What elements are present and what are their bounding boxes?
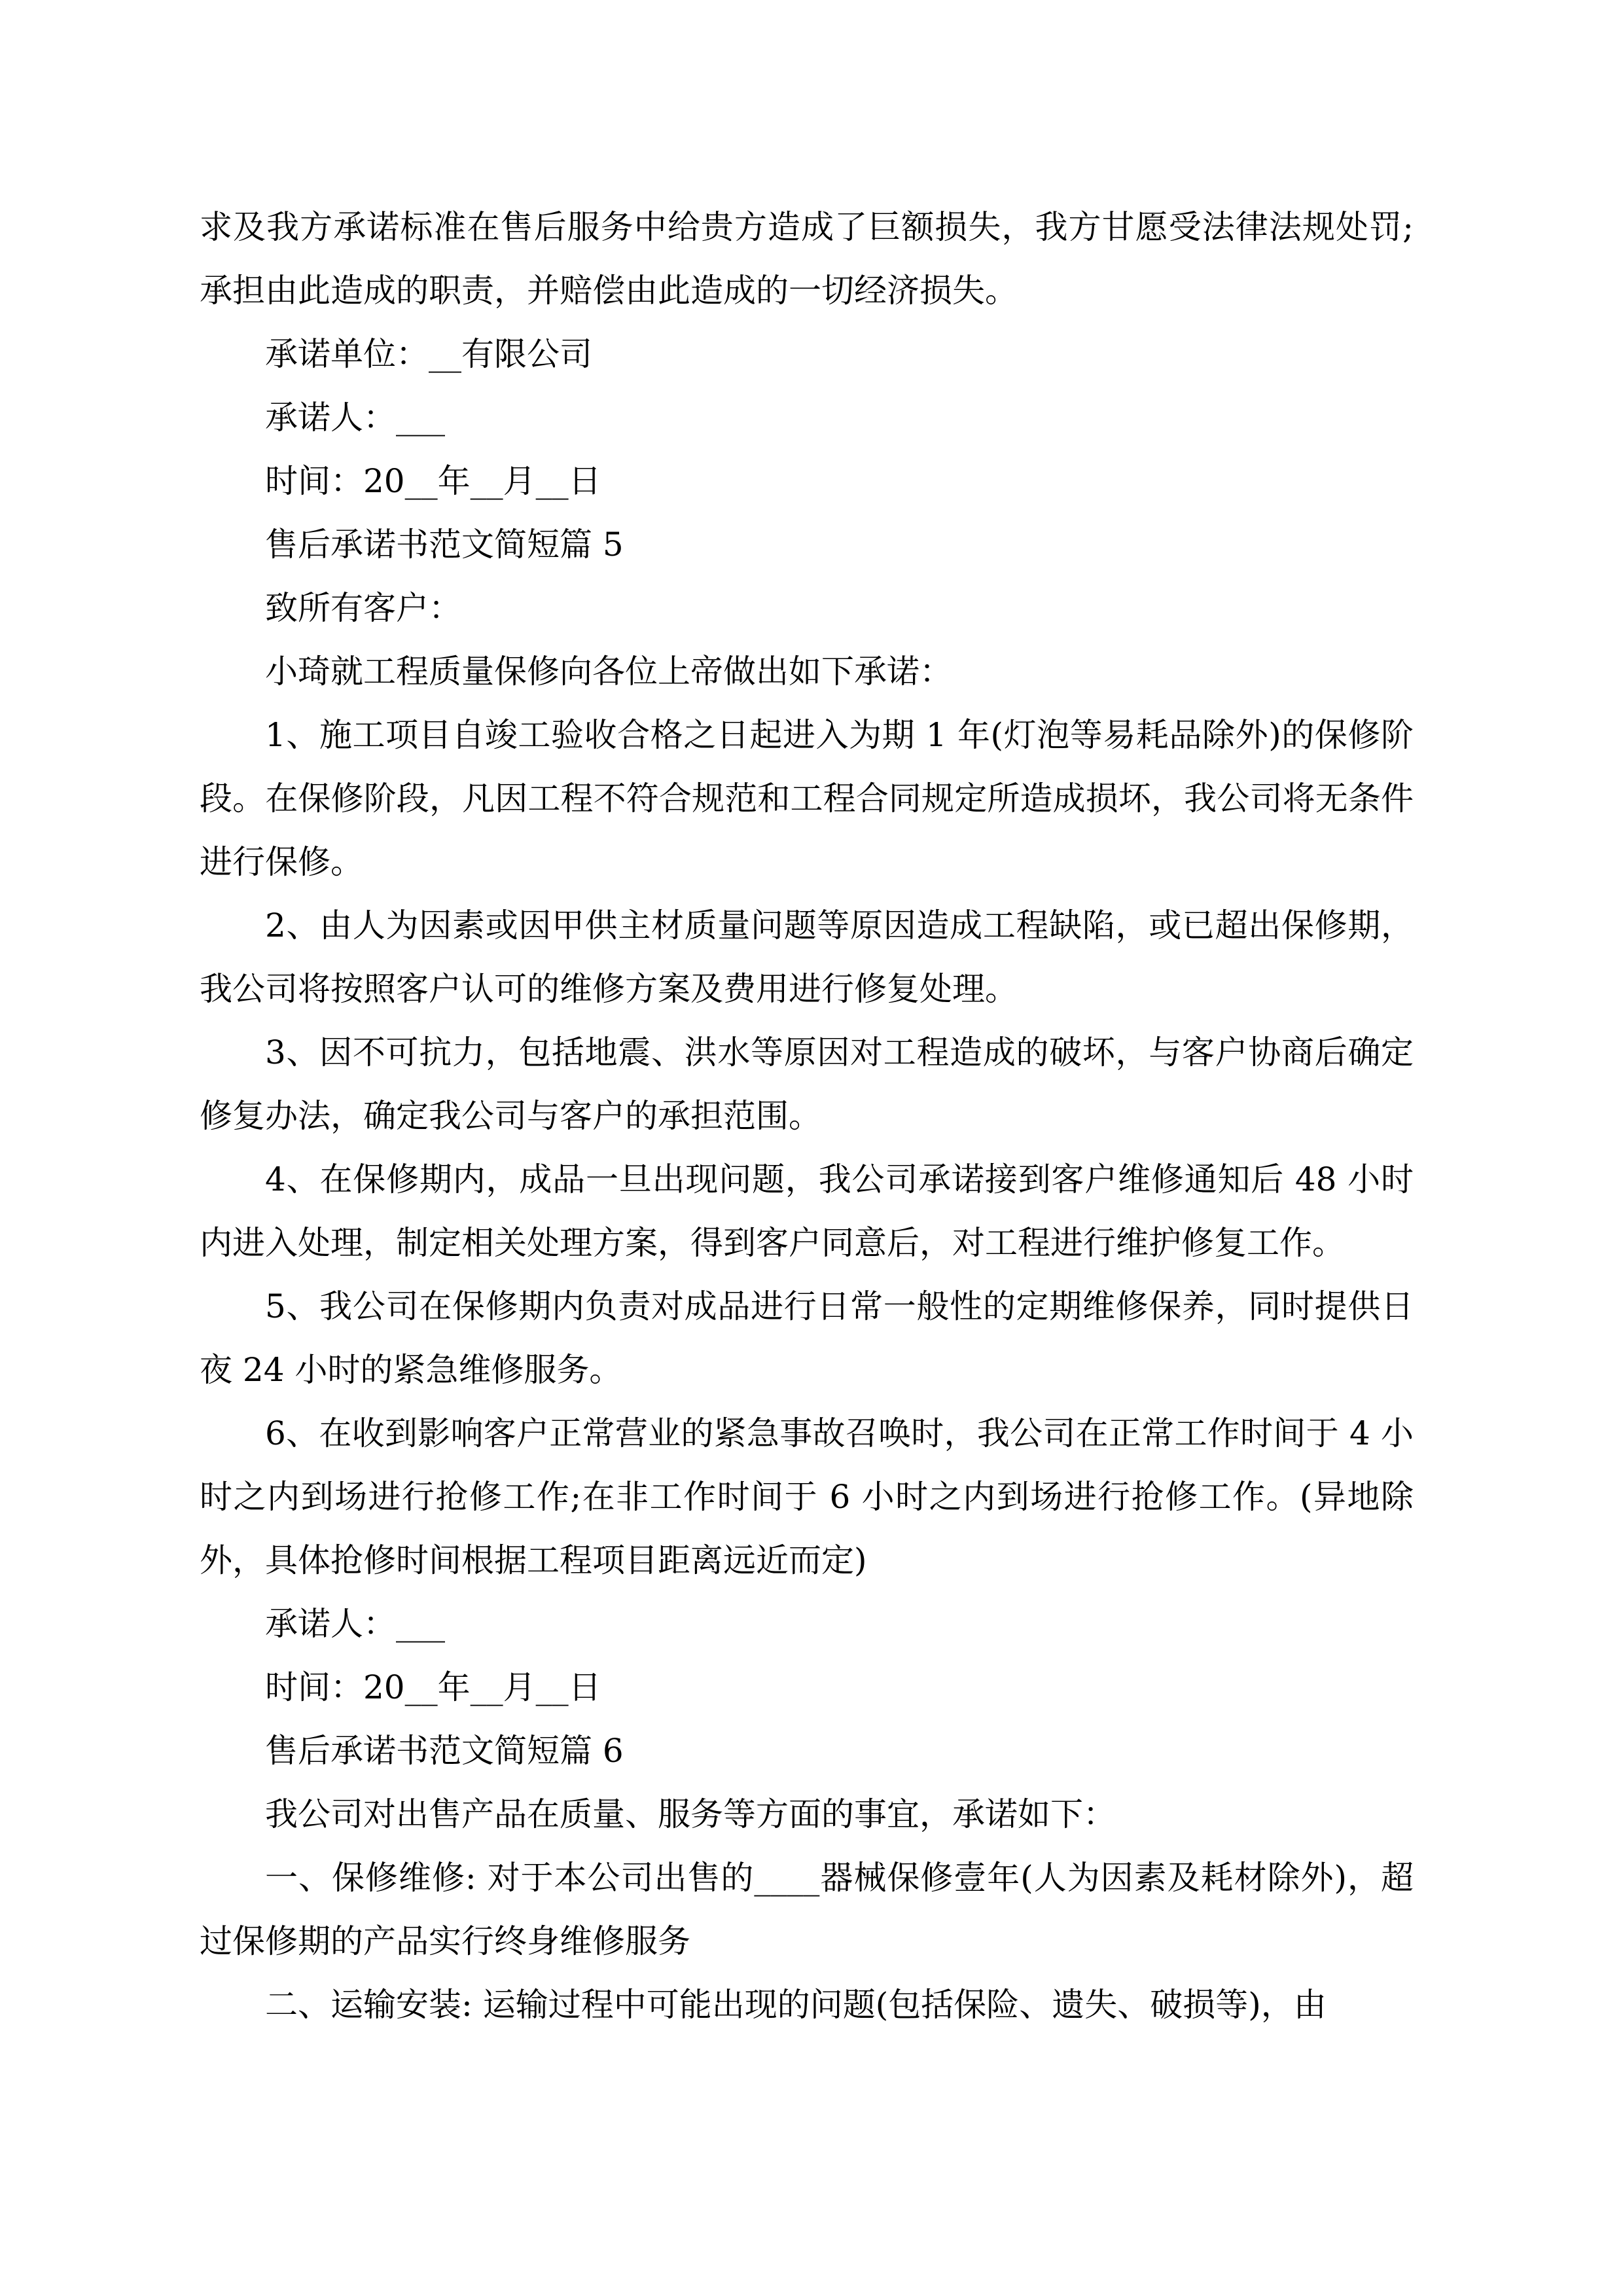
- paragraph: 承诺人：___: [265, 1605, 445, 1643]
- paragraph: 一、保修维修: 对于本公司出售的____器械保修壹年(人为因素及耗材除外)，超过保修期的产品实行终身维修服务: [200, 1859, 1414, 1960]
- document-body: [200, 196, 1414, 2037]
- paragraph: 售后承诺书范文简短篇 5: [265, 526, 624, 564]
- paragraph: 3、因不可抗力，包括地震、洪水等原因对工程造成的破坏，与客户协商后确定修复办法，确定我公司与客户的承担范围。: [200, 1033, 1414, 1135]
- paragraph: 小琦就工程质量保修向各位上帝做出如下承诺：: [265, 653, 952, 691]
- paragraph: 求及我方承诺标准在售后服务中给贵方造成了巨额损失，我方甘愿受法律法规处罚;承担由此造成的职责，并赔偿由此造成的一切经济损失。: [200, 208, 1414, 310]
- paragraph: 我公司对出售产品在质量、服务等方面的事宜，承诺如下：: [265, 1795, 1116, 1833]
- paragraph: 时间：20__年__月__日: [265, 462, 601, 500]
- paragraph: 6、在收到影响客户正常营业的紧急事故召唤时，我公司在正常工作时间于 4 小时之内到场进行抢修工作;在非工作时间于 6 小时之内到场进行抢修工作。(异地除外，具体抢修时间根据工程项目距离远近而定): [200, 1414, 1414, 1579]
- paragraph: 承诺单位：__有限公司: [265, 335, 592, 373]
- paragraph: 2、由人为因素或因甲供主材质量问题等原因造成工程缺陷，或已超出保修期，我公司将按照客户认可的维修方案及费用进行修复处理。: [200, 906, 1414, 1008]
- paragraph: 二、运输安装: 运输过程中可能出现的问题(包括保险、遗失、破损等)，由: [265, 1986, 1327, 2024]
- paragraph: 致所有客户：: [265, 589, 461, 627]
- paragraph: 售后承诺书范文简短篇 6: [265, 1732, 624, 1770]
- paragraph: 5、我公司在保修期内负责对成品进行日常一般性的定期维修保养，同时提供日夜 24 小时的紧急维修服务。: [200, 1287, 1414, 1389]
- paragraph: 时间：20__年__月__日: [265, 1668, 601, 1706]
- paragraph: 4、在保修期内，成品一旦出现问题，我公司承诺接到客户维修通知后 48 小时内进入处理，制定相关处理方案，得到客户同意后，对工程进行维护修复工作。: [200, 1160, 1414, 1262]
- paragraph: 承诺人：___: [265, 399, 445, 437]
- paragraph: 1、施工项目自竣工验收合格之日起进入为期 1 年(灯泡等易耗品除外)的保修阶段。在保修阶段，凡因工程不符合规范和工程合同规定所造成损坏，我公司将无条件进行保修。: [200, 716, 1414, 881]
